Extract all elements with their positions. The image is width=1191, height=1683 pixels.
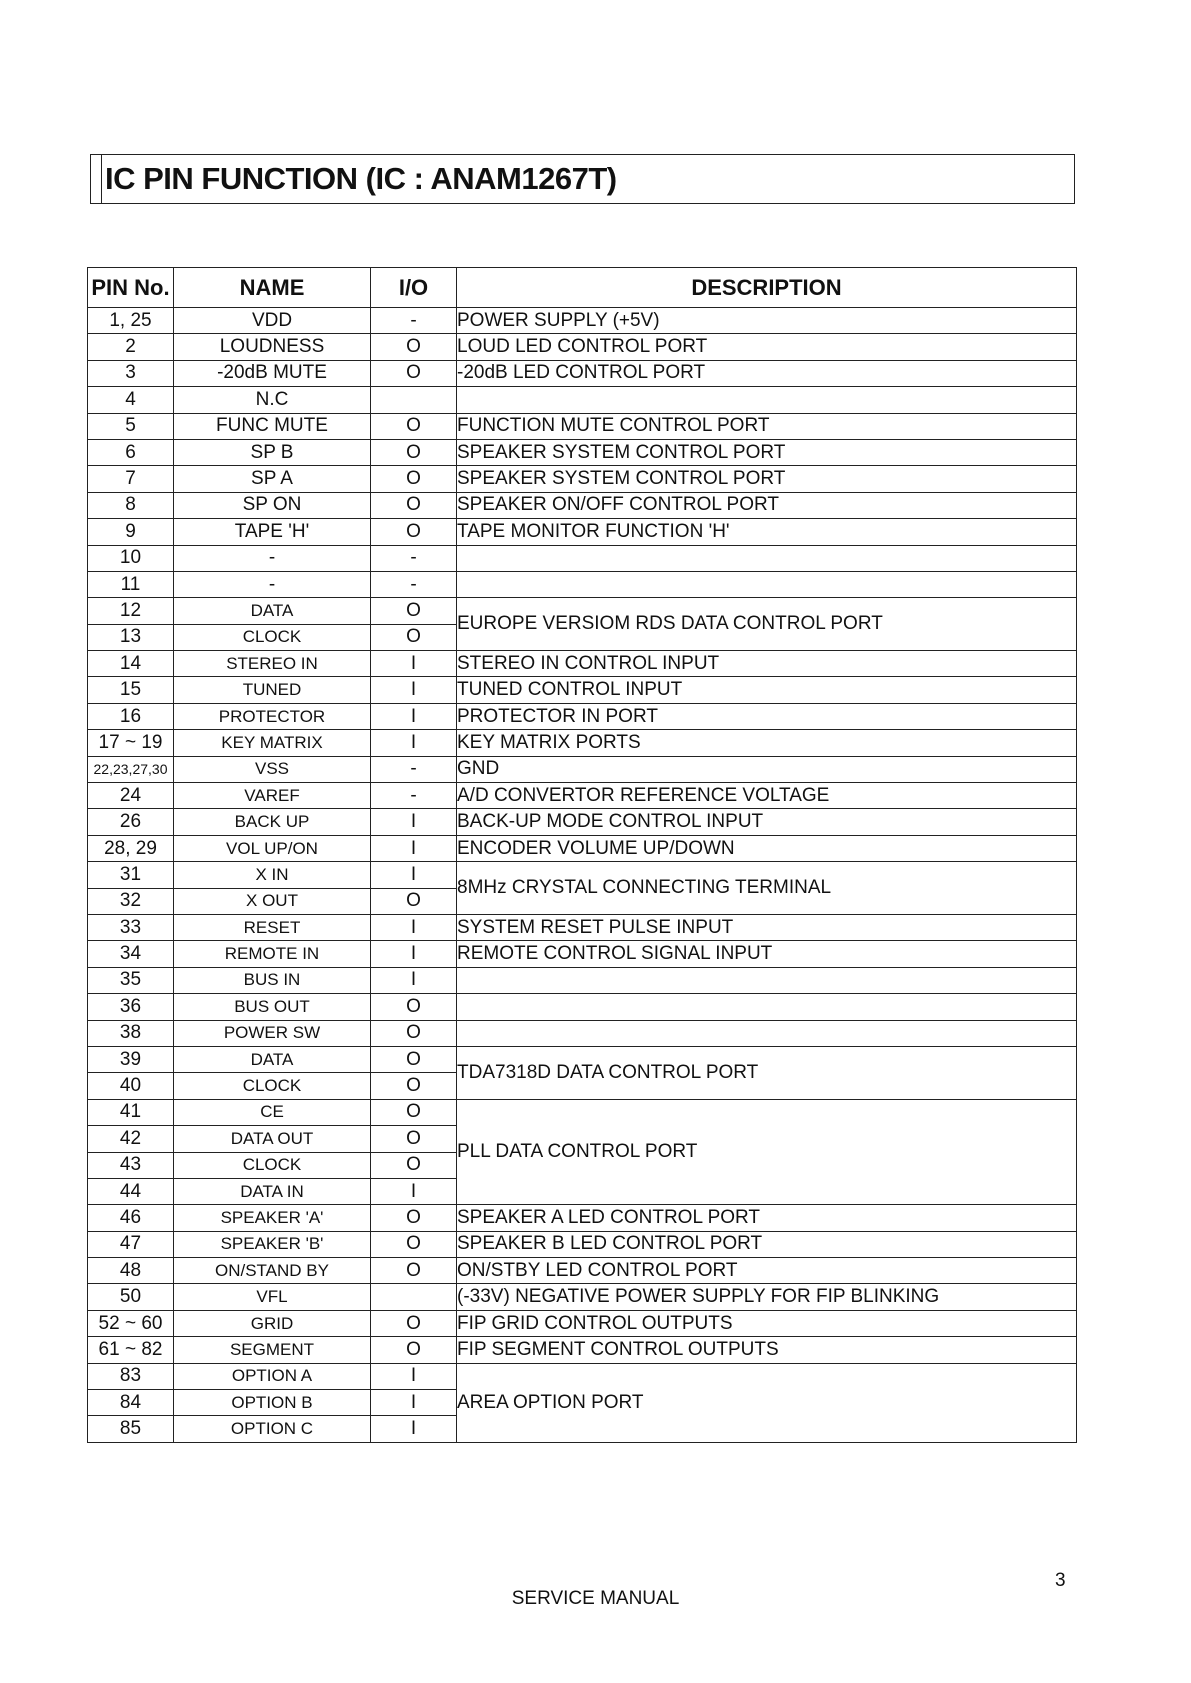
name-cell: BUS OUT (174, 994, 371, 1020)
table-row (88, 1020, 1077, 1046)
description-cell: STEREO IN CONTROL INPUT (457, 651, 1077, 677)
name-cell: OPTION B (174, 1390, 371, 1416)
description-cell: SPEAKER SYSTEM CONTROL PORT (457, 439, 1077, 465)
description-cell: FIP SEGMENT CONTROL OUTPUTS (457, 1337, 1077, 1363)
table-row (88, 703, 1077, 729)
description-cell: TDA7318D DATA CONTROL PORT (457, 1046, 1077, 1099)
name-cell: KEY MATRIX (174, 730, 371, 756)
pin-cell: 61 ~ 82 (88, 1337, 174, 1363)
pin-cell: 6 (88, 439, 174, 465)
pin-cell: 17 ~ 19 (88, 730, 174, 756)
name-cell: X OUT (174, 888, 371, 914)
name-cell: SPEAKER 'B' (174, 1231, 371, 1257)
io-cell: I (371, 703, 457, 729)
title-bar-accent (91, 155, 102, 203)
pin-cell: 15 (88, 677, 174, 703)
pin-cell: 13 (88, 624, 174, 650)
name-cell: REMOTE IN (174, 941, 371, 967)
name-cell: BACK UP (174, 809, 371, 835)
io-cell: I (371, 1178, 457, 1204)
io-cell: O (371, 888, 457, 914)
name-cell: FUNC MUTE (174, 413, 371, 439)
pin-cell: 40 (88, 1073, 174, 1099)
io-cell: I (371, 941, 457, 967)
description-cell: BACK-UP MODE CONTROL INPUT (457, 809, 1077, 835)
table-row (88, 677, 1077, 703)
description-cell (457, 967, 1077, 993)
table-body (88, 308, 1077, 1443)
table-row (88, 914, 1077, 940)
description-cell: (-33V) NEGATIVE POWER SUPPLY FOR FIP BLINKING (457, 1284, 1077, 1310)
table-row (88, 1258, 1077, 1284)
table-row (88, 466, 1077, 492)
header-pin: PIN No. (88, 268, 174, 308)
table-row (88, 387, 1077, 413)
pin-cell: 52 ~ 60 (88, 1310, 174, 1336)
name-cell: CLOCK (174, 1152, 371, 1178)
description-cell: KEY MATRIX PORTS (457, 730, 1077, 756)
name-cell: DATA (174, 1046, 371, 1072)
description-cell: PLL DATA CONTROL PORT (457, 1099, 1077, 1205)
description-cell (457, 545, 1077, 571)
pin-cell: 11 (88, 571, 174, 597)
description-cell: REMOTE CONTROL SIGNAL INPUT (457, 941, 1077, 967)
name-cell: ON/STAND BY (174, 1258, 371, 1284)
description-cell: PROTECTOR IN PORT (457, 703, 1077, 729)
name-cell: CE (174, 1099, 371, 1125)
name-cell: -20dB MUTE (174, 360, 371, 386)
description-cell: AREA OPTION PORT (457, 1363, 1077, 1442)
description-cell: ON/STBY LED CONTROL PORT (457, 1258, 1077, 1284)
table-row (88, 1363, 1077, 1389)
name-cell: TUNED (174, 677, 371, 703)
pin-cell: 14 (88, 651, 174, 677)
pin-cell: 41 (88, 1099, 174, 1125)
pin-cell: 48 (88, 1258, 174, 1284)
io-cell: I (371, 914, 457, 940)
io-cell: O (371, 334, 457, 360)
table-row (88, 994, 1077, 1020)
io-cell: O (371, 492, 457, 518)
pin-cell: 10 (88, 545, 174, 571)
description-cell (457, 1020, 1077, 1046)
title-box (90, 154, 1075, 204)
name-cell: POWER SW (174, 1020, 371, 1046)
name-cell: GRID (174, 1310, 371, 1336)
description-cell: TUNED CONTROL INPUT (457, 677, 1077, 703)
io-cell: I (371, 1363, 457, 1389)
description-cell: EUROPE VERSIOM RDS DATA CONTROL PORT (457, 598, 1077, 651)
pin-cell: 4 (88, 387, 174, 413)
name-cell: SP ON (174, 492, 371, 518)
table-row (88, 1231, 1077, 1257)
io-cell: O (371, 1152, 457, 1178)
pin-cell: 5 (88, 413, 174, 439)
pin-cell: 83 (88, 1363, 174, 1389)
name-cell: VOL UP/ON (174, 835, 371, 861)
pin-cell: 1, 25 (88, 308, 174, 334)
name-cell: SEGMENT (174, 1337, 371, 1363)
io-cell: O (371, 1310, 457, 1336)
pin-cell: 22,23,27,30 (88, 756, 174, 782)
description-cell: -20dB LED CONTROL PORT (457, 360, 1077, 386)
name-cell: CLOCK (174, 624, 371, 650)
description-cell: SPEAKER SYSTEM CONTROL PORT (457, 466, 1077, 492)
io-cell: O (371, 413, 457, 439)
pin-cell: 46 (88, 1205, 174, 1231)
name-cell: PROTECTOR (174, 703, 371, 729)
description-cell (457, 994, 1077, 1020)
name-cell: - (174, 571, 371, 597)
table-row (88, 835, 1077, 861)
io-cell: O (371, 1020, 457, 1046)
table-row (88, 360, 1077, 386)
io-cell: - (371, 545, 457, 571)
description-cell: SPEAKER B LED CONTROL PORT (457, 1231, 1077, 1257)
io-cell: O (371, 1231, 457, 1257)
table-row (88, 598, 1077, 624)
pin-cell: 50 (88, 1284, 174, 1310)
header-io: I/O (371, 268, 457, 308)
io-cell: O (371, 598, 457, 624)
description-cell: POWER SUPPLY (+5V) (457, 308, 1077, 334)
table-row (88, 967, 1077, 993)
footer-text: SERVICE MANUAL (511, 1588, 680, 1609)
io-cell: O (371, 439, 457, 465)
name-cell: CLOCK (174, 1073, 371, 1099)
io-cell: I (371, 1416, 457, 1442)
name-cell: SP A (174, 466, 371, 492)
pin-function-table (87, 267, 1077, 1443)
description-cell: SPEAKER A LED CONTROL PORT (457, 1205, 1077, 1231)
pin-cell: 2 (88, 334, 174, 360)
name-cell: VDD (174, 308, 371, 334)
io-cell: O (371, 1337, 457, 1363)
pin-cell: 35 (88, 967, 174, 993)
name-cell: SP B (174, 439, 371, 465)
io-cell: O (371, 1258, 457, 1284)
io-cell: I (371, 1390, 457, 1416)
pin-cell: 38 (88, 1020, 174, 1046)
header-name: NAME (174, 268, 371, 308)
description-cell: SPEAKER ON/OFF CONTROL PORT (457, 492, 1077, 518)
name-cell: X IN (174, 862, 371, 888)
pin-cell: 33 (88, 914, 174, 940)
pin-cell: 39 (88, 1046, 174, 1072)
table-row (88, 809, 1077, 835)
io-cell: O (371, 1073, 457, 1099)
table-row (88, 571, 1077, 597)
io-cell: O (371, 1099, 457, 1125)
table-row (88, 1284, 1077, 1310)
table-row (88, 413, 1077, 439)
pin-cell: 32 (88, 888, 174, 914)
io-cell: I (371, 730, 457, 756)
table-row (88, 1205, 1077, 1231)
table-row (88, 519, 1077, 545)
io-cell: I (371, 651, 457, 677)
pin-cell: 31 (88, 862, 174, 888)
pin-cell: 44 (88, 1178, 174, 1204)
description-cell (457, 571, 1077, 597)
description-cell: GND (457, 756, 1077, 782)
name-cell: RESET (174, 914, 371, 940)
name-cell: VSS (174, 756, 371, 782)
io-cell: O (371, 360, 457, 386)
description-cell: LOUD LED CONTROL PORT (457, 334, 1077, 360)
pin-cell: 3 (88, 360, 174, 386)
pin-cell: 84 (88, 1390, 174, 1416)
io-cell: I (371, 677, 457, 703)
description-cell: A/D CONVERTOR REFERENCE VOLTAGE (457, 783, 1077, 809)
pin-cell: 24 (88, 783, 174, 809)
pin-cell: 34 (88, 941, 174, 967)
page-number: 3 (1055, 1570, 1066, 1591)
io-cell: O (371, 466, 457, 492)
header-description: DESCRIPTION (457, 268, 1077, 308)
pin-cell: 9 (88, 519, 174, 545)
io-cell (371, 1284, 457, 1310)
table-row (88, 730, 1077, 756)
io-cell (371, 387, 457, 413)
pin-cell: 85 (88, 1416, 174, 1442)
table-row (88, 1046, 1077, 1072)
name-cell: VFL (174, 1284, 371, 1310)
name-cell: OPTION A (174, 1363, 371, 1389)
pin-cell: 28, 29 (88, 835, 174, 861)
io-cell: O (371, 1046, 457, 1072)
pin-cell: 8 (88, 492, 174, 518)
name-cell: STEREO IN (174, 651, 371, 677)
table-row (88, 862, 1077, 888)
pin-cell: 43 (88, 1152, 174, 1178)
name-cell: DATA IN (174, 1178, 371, 1204)
table-row (88, 1310, 1077, 1336)
io-cell: O (371, 1126, 457, 1152)
table-row (88, 492, 1077, 518)
name-cell: TAPE 'H' (174, 519, 371, 545)
table-row (88, 1099, 1077, 1125)
description-cell: ENCODER VOLUME UP/DOWN (457, 835, 1077, 861)
io-cell: - (371, 783, 457, 809)
io-cell: - (371, 756, 457, 782)
table-row (88, 308, 1077, 334)
io-cell: I (371, 862, 457, 888)
name-cell: SPEAKER 'A' (174, 1205, 371, 1231)
io-cell: I (371, 809, 457, 835)
io-cell: I (371, 967, 457, 993)
pin-cell: 47 (88, 1231, 174, 1257)
description-cell: SYSTEM RESET PULSE INPUT (457, 914, 1077, 940)
io-cell: O (371, 1205, 457, 1231)
table-row (88, 783, 1077, 809)
io-cell: - (371, 308, 457, 334)
pin-cell: 26 (88, 809, 174, 835)
io-cell: - (371, 571, 457, 597)
table-row (88, 334, 1077, 360)
name-cell: DATA OUT (174, 1126, 371, 1152)
name-cell: DATA (174, 598, 371, 624)
table-row (88, 1337, 1077, 1363)
table-row (88, 756, 1077, 782)
description-cell: FUNCTION MUTE CONTROL PORT (457, 413, 1077, 439)
page-title: IC PIN FUNCTION (IC : ANAM1267T) (105, 161, 617, 196)
table-row (88, 941, 1077, 967)
name-cell: OPTION C (174, 1416, 371, 1442)
pin-cell: 7 (88, 466, 174, 492)
description-cell: TAPE MONITOR FUNCTION 'H' (457, 519, 1077, 545)
table-row (88, 439, 1077, 465)
pin-cell: 16 (88, 703, 174, 729)
name-cell: BUS IN (174, 967, 371, 993)
io-cell: O (371, 994, 457, 1020)
description-cell (457, 387, 1077, 413)
name-cell: VAREF (174, 783, 371, 809)
pin-cell: 12 (88, 598, 174, 624)
name-cell: - (174, 545, 371, 571)
io-cell: O (371, 519, 457, 545)
io-cell: O (371, 624, 457, 650)
table-header-row (88, 268, 1077, 308)
description-cell: 8MHz CRYSTAL CONNECTING TERMINAL (457, 862, 1077, 915)
table-row (88, 651, 1077, 677)
pin-cell: 42 (88, 1126, 174, 1152)
pin-cell: 36 (88, 994, 174, 1020)
name-cell: LOUDNESS (174, 334, 371, 360)
name-cell: N.C (174, 387, 371, 413)
table-row (88, 545, 1077, 571)
io-cell: I (371, 835, 457, 861)
description-cell: FIP GRID CONTROL OUTPUTS (457, 1310, 1077, 1336)
